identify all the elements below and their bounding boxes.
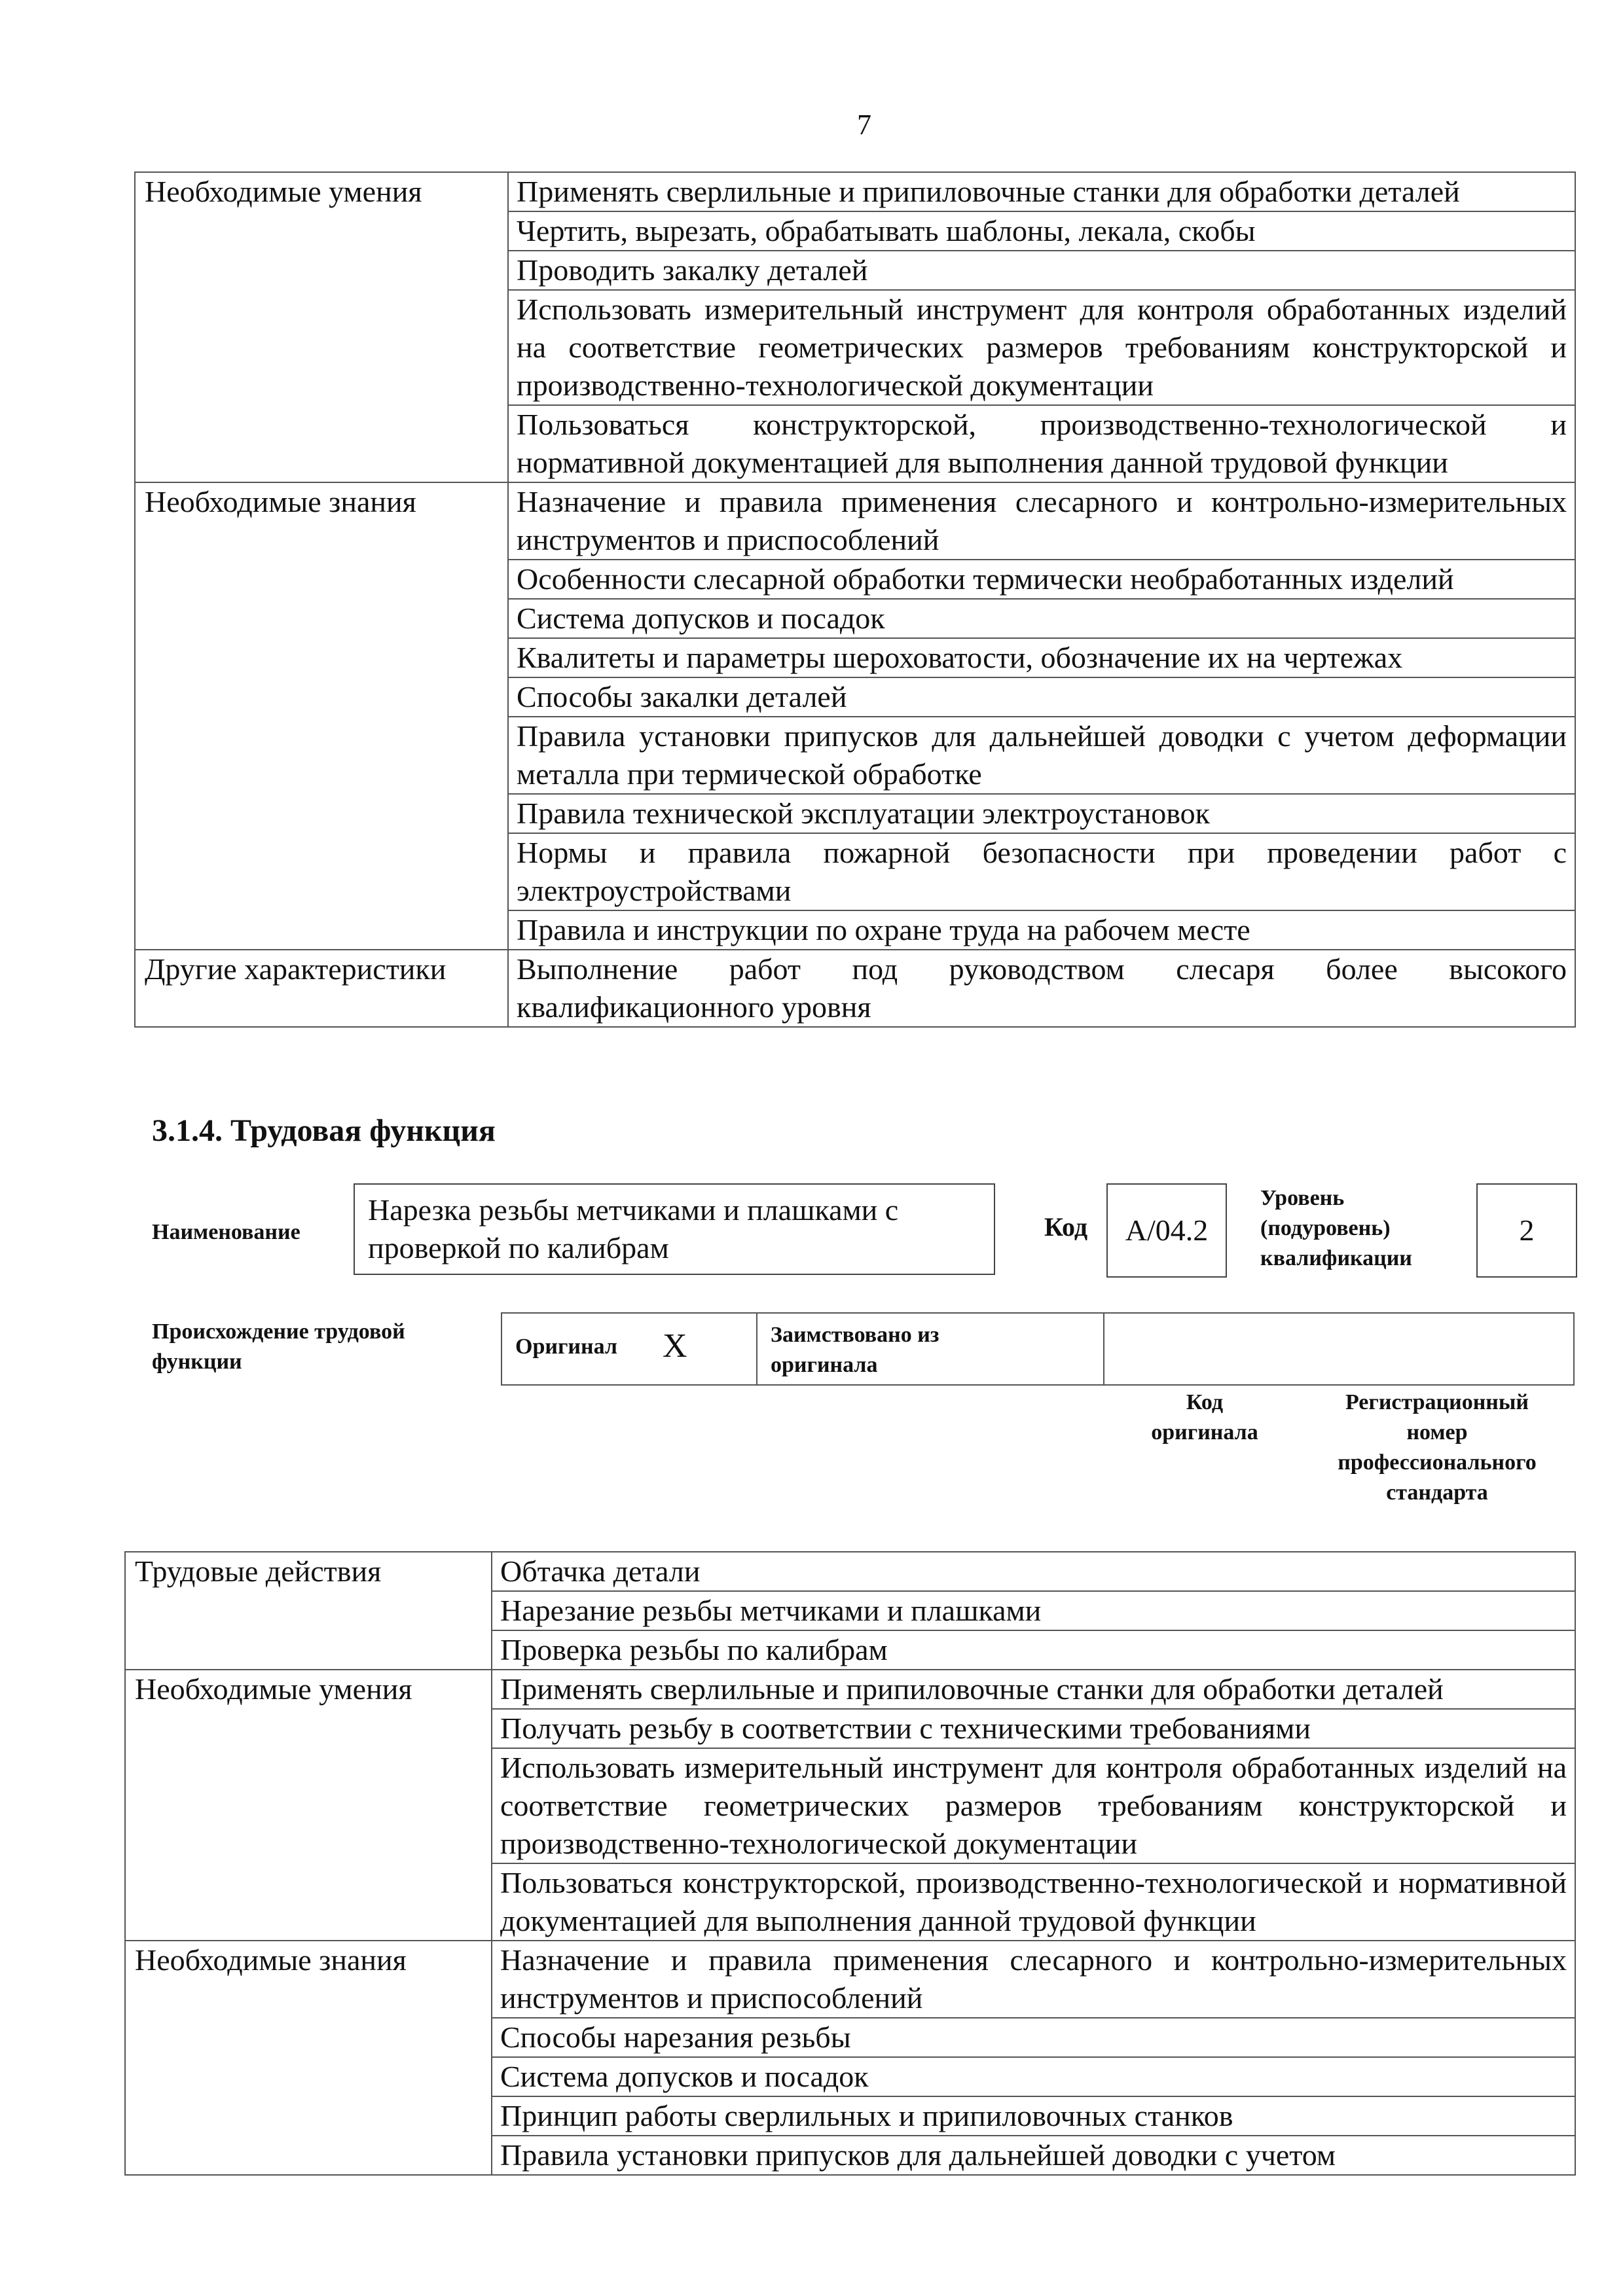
row-item: Особенности слесарной обработки термически необработанных изделий <box>508 560 1575 599</box>
row-item: Способы нарезания резьбы <box>492 2018 1575 2057</box>
row-item: Нормы и правила пожарной безопасности при проведении работ с электроустройствами <box>508 833 1575 910</box>
original-mark: X <box>663 1327 687 1365</box>
row-item: Проводить закалку деталей <box>508 251 1575 290</box>
row-item: Пользоваться конструкторской, производственно-технологической и нормативной документацией для выполнения данной трудовой функции <box>508 405 1575 482</box>
table-row <box>125 1670 1575 1709</box>
level-label-line-2: (подуровень) <box>1260 1216 1391 1240</box>
level-label-line-1: Уровень <box>1260 1186 1345 1210</box>
reg-number-line-2: номер <box>1406 1420 1468 1444</box>
level-value: 2 <box>1519 1213 1535 1247</box>
requirements-table-1 <box>134 171 1576 1028</box>
row-label: Необходимые умения <box>125 1670 492 1941</box>
table-row <box>125 1941 1575 2018</box>
row-item: Нарезание резьбы метчиками и плашками <box>492 1591 1575 1630</box>
empty-code-cell <box>1103 1312 1575 1384</box>
row-item: Правила технической эксплуатации электроустановок <box>508 794 1575 833</box>
origin-row <box>501 1312 1575 1386</box>
name-label: Наименование <box>152 1220 301 1244</box>
row-item: Проверка резьбы по калибрам <box>492 1630 1575 1670</box>
section-title: 3.1.4. Трудовая функция <box>152 1113 496 1148</box>
code-label: Код <box>1044 1212 1088 1242</box>
table-row <box>135 950 1575 1027</box>
code-original-line-2: оригинала <box>1151 1420 1258 1444</box>
code-original-label <box>1126 1388 1283 1448</box>
row-item: Получать резьбу в соответствии с техническими требованиями <box>492 1709 1575 1748</box>
row-item: Пользоваться конструкторской, производственно-технологической и нормативной документацией для выполнения данной трудовой функции <box>492 1863 1575 1941</box>
row-item: Назначение и правила применения слесарного и контрольно-измерительных инструментов и приспособлений <box>492 1941 1575 2018</box>
origin-label <box>152 1317 492 1377</box>
requirements-table-2 <box>124 1551 1576 2176</box>
row-label: Другие характеристики <box>135 950 508 1027</box>
row-item: Использовать измерительный инструмент для контроля обработанных изделий на соответствие геометрических размеров требованиям конструкторской и производственно-технологической документации <box>492 1748 1575 1863</box>
row-label: Необходимые умения <box>135 172 508 482</box>
reg-number-line-3: профессионального <box>1338 1450 1537 1475</box>
row-item: Обтачка детали <box>492 1552 1575 1591</box>
row-item: Применять сверлильные и припиловочные станки для обработки деталей <box>492 1670 1575 1709</box>
row-item: Назначение и правила применения слесарного и контрольно-измерительных инструментов и приспособлений <box>508 482 1575 560</box>
code-value: A/04.2 <box>1125 1213 1209 1247</box>
row-item: Система допусков и посадок <box>508 599 1575 638</box>
reg-number-line-4: стандарта <box>1386 1480 1488 1505</box>
reg-number-label <box>1300 1388 1575 1508</box>
row-item: Использовать измерительный инструмент для контроля обработанных изделий на соответствие геометрических размеров требованиям конструкторской и производственно-технологической документации <box>508 290 1575 405</box>
row-item: Правила установки припусков для дальнейшей доводки с учетом деформации металла при термической обработке <box>508 717 1575 794</box>
row-item: Принцип работы сверлильных и припиловочных станков <box>492 2096 1575 2136</box>
row-item: Правила и инструкции по охране труда на рабочем месте <box>508 910 1575 950</box>
row-item: Чертить, вырезать, обрабатывать шаблоны, лекала, скобы <box>508 211 1575 251</box>
reg-number-line-1: Регистрационный <box>1345 1390 1529 1414</box>
borrowed-cell <box>756 1312 1103 1384</box>
table-row <box>125 1552 1575 1591</box>
row-item: Применять сверлильные и припиловочные станки для обработки деталей <box>508 172 1575 211</box>
page-number: 7 <box>857 109 871 141</box>
borrowed-line-2: оригинала <box>771 1353 878 1377</box>
code-original-line-1: Код <box>1186 1390 1224 1414</box>
function-name-box <box>354 1183 995 1275</box>
row-label: Необходимые знания <box>135 482 508 950</box>
origin-label-line-2: функции <box>152 1350 242 1374</box>
row-item: Квалитеты и параметры шероховатости, обозначение их на чертежах <box>508 638 1575 677</box>
borrowed-line-1: Заимствовано из <box>771 1323 939 1347</box>
level-label <box>1260 1183 1431 1274</box>
row-item: Правила установки припусков для дальнейшей доводки с учетом <box>492 2136 1575 2175</box>
borrowed-text <box>771 1320 939 1380</box>
table-row <box>135 172 1575 211</box>
origin-label-line-1: Происхождение трудовой <box>152 1319 405 1344</box>
row-item: Система допусков и посадок <box>492 2057 1575 2096</box>
original-cell <box>501 1312 756 1384</box>
level-label-line-3: квалификации <box>1260 1246 1412 1270</box>
level-box <box>1476 1183 1577 1278</box>
function-name-value: Нарезка резьбы метчиками и плашками с проверкой по калибрам <box>368 1193 899 1265</box>
row-item: Выполнение работ под руководством слесаря более высокого квалификационного уровня <box>508 950 1575 1027</box>
original-text: Оригинал <box>515 1335 617 1359</box>
row-label: Трудовые действия <box>125 1552 492 1670</box>
table-row <box>135 482 1575 560</box>
row-label: Необходимые знания <box>125 1941 492 2175</box>
code-box <box>1106 1183 1227 1278</box>
row-item: Способы закалки деталей <box>508 677 1575 717</box>
